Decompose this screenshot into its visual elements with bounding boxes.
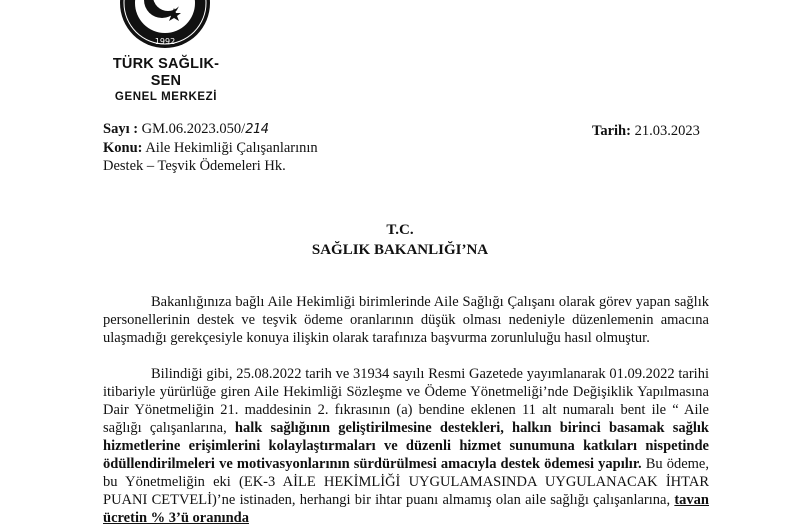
sayi-handwritten: 214 xyxy=(245,122,269,137)
paragraph-2-bold: halk sağlığının geliştirilmesine destekleri, halkın birinci basamak sağlık hizmetlerine erişimlerini kolaylaştırmaları ve düzenli hizmet sunumuna katkıları nispetinde ödüllendirilmeleri ve motivasyonlarının sürdürülmesi amacıyla destek ödemesi yapılır. xyxy=(103,420,709,472)
paragraph-1 xyxy=(103,293,709,347)
paragraph-2-text-a: Bilindiği gibi, 25.08.2022 tarih ve 31934 sayılı Resmi Gazetede yayımlanarak 01.09.2022 tarihi itibariyle yürürlüğe giren Aile Hekimliği Sözleşme ve Ödeme Yönetmeliği’nde Değişiklik Yapılmasına Dair Yönetmeliğin 21. maddesinin 2. fıkrasının (a) bendine eklenen 11 alt numaralı bent ile “ Aile sağlığı çalışanlarına, xyxy=(103,366,709,436)
sayi-label: Sayı : xyxy=(103,121,139,137)
konu-label: Konu: xyxy=(103,140,143,156)
paragraph-2 xyxy=(103,365,709,527)
document-date xyxy=(592,122,700,140)
konu-text-1: Aile Hekimliği Çalışanlarının xyxy=(145,140,318,156)
sayi-value: GM.06.2023.050/ xyxy=(141,121,246,137)
tarih-value: 21.03.2023 xyxy=(634,123,700,139)
document-number xyxy=(103,120,269,139)
paragraph-1-text: Bakanlığınıza bağlı Aile Hekimliği birimlerinde Aile Sağlığı Çalışanı olarak görev yapan sağlık personellerinin destek ve teşvik ödeme oranlarının düşük olması nedeniyle düzenlemenin amacına ulaşmadığı gerekçesiyle konuya ilişkin olarak tarafınıza başvurma zorunluluğu hasıl olmuştur. xyxy=(103,294,709,346)
org-name-block xyxy=(100,56,232,104)
paragraph-2-text-c: Bu ödeme, bu Yönetmeliğin eki (EK-3 AİLE HEKİMLİĞİ UYGULAMASINDA UYGULANACAK İHTAR PUANI CETVELİ)’ne istinaden, herhangi bir ihtar puanı almamış olan aile sağlığı çalışanlarına, xyxy=(103,456,709,508)
seal-logo xyxy=(118,0,212,50)
recipient-line-2: SAĞLIK BAKANLIĞI’NA xyxy=(311,242,489,258)
recipient-line-1: T.C. xyxy=(386,222,414,238)
konu-text-2: Destek – Teşvik Ödemeleri Hk. xyxy=(103,158,286,174)
paragraph-2-underlined: tavan ücretin % 3’ü oranında xyxy=(103,492,709,526)
subject-line-2 xyxy=(103,157,286,175)
subject-line-1 xyxy=(103,139,318,157)
org-subtitle: GENEL MERKEZİ xyxy=(114,91,218,103)
org-name: TÜRK SAĞLIK-SEN xyxy=(112,56,220,89)
seal-year: 1992 xyxy=(154,37,176,46)
tarih-label: Tarih: xyxy=(592,123,631,139)
crescent-star-icon xyxy=(118,0,212,50)
